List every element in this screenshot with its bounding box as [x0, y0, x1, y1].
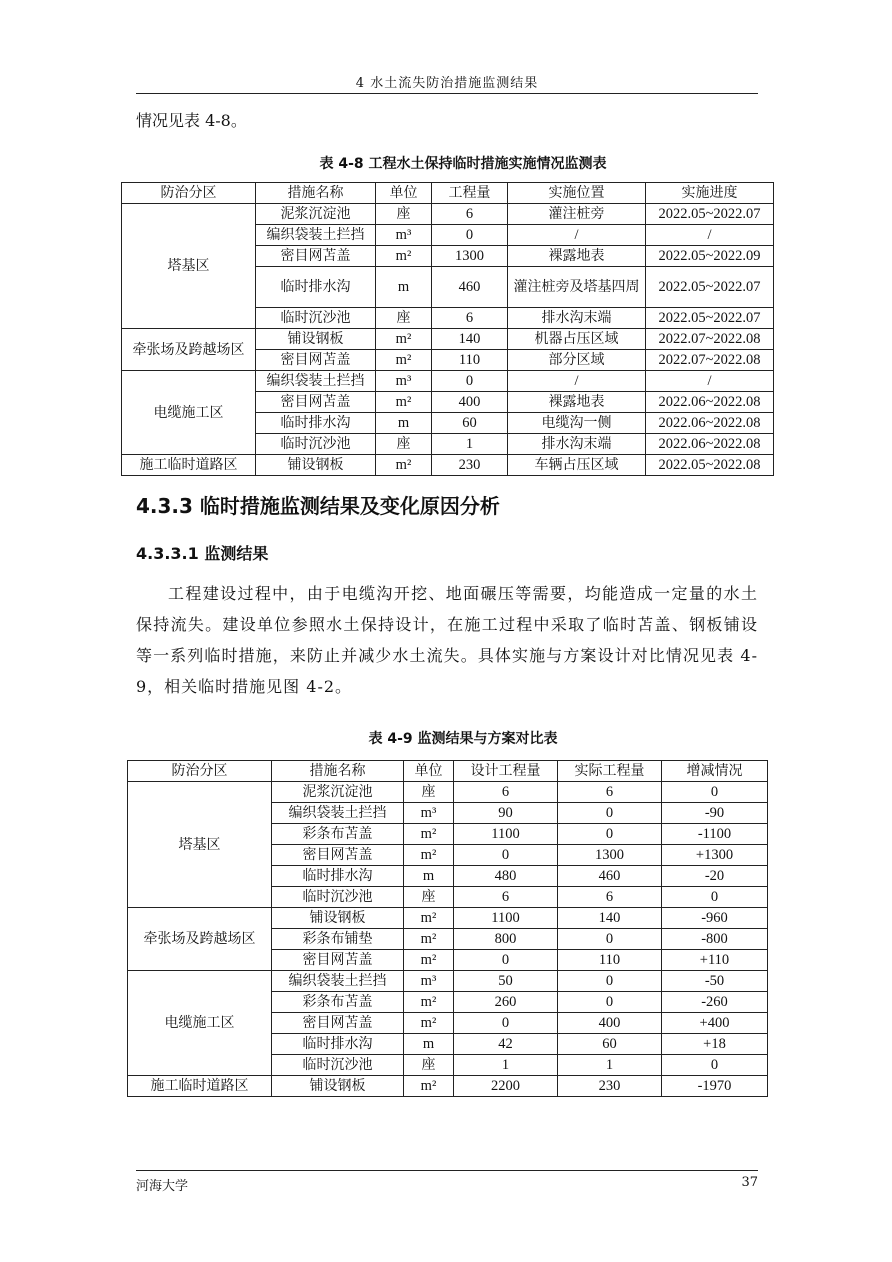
table-cell: 密目网苫盖 [256, 246, 376, 267]
table-cell: m² [376, 392, 432, 413]
table-cell: 裸露地表 [508, 246, 646, 267]
table-cell: -800 [662, 929, 768, 950]
table-cell: 临时沉沙池 [256, 434, 376, 455]
column-header: 实施位置 [508, 183, 646, 204]
table-cell: -90 [662, 803, 768, 824]
footer-rule [136, 1170, 758, 1171]
table-row [128, 1076, 768, 1097]
table-cell: 0 [432, 371, 508, 392]
column-header: 措施名称 [256, 183, 376, 204]
table-row [122, 371, 774, 392]
table-cell: 座 [404, 782, 454, 803]
header-rule [136, 93, 758, 94]
table-cell: 0 [662, 782, 768, 803]
table-cell: 1300 [432, 246, 508, 267]
table-row [128, 782, 768, 803]
table-cell: 0 [558, 803, 662, 824]
column-header: 防治分区 [128, 761, 272, 782]
table-cell: 座 [404, 887, 454, 908]
table-cell: 0 [558, 992, 662, 1013]
table-cell: 临时沉沙池 [272, 887, 404, 908]
table-header-row [122, 183, 774, 204]
table-cell: m² [404, 1076, 454, 1097]
table-4-8-caption: 表 4-8 工程水土保持临时措施实施情况监测表 [319, 156, 607, 172]
table-cell: 0 [454, 950, 558, 971]
table-row [122, 329, 774, 350]
section-heading: 4.3.3 临时措施监测结果及变化原因分析 [136, 494, 500, 518]
table-cell: 1 [558, 1055, 662, 1076]
table-cell: m³ [376, 371, 432, 392]
table-cell: +400 [662, 1013, 768, 1034]
zone-cell: 牵张场及跨越场区 [128, 908, 272, 971]
table-cell: 座 [376, 308, 432, 329]
zone-cell: 电缆施工区 [122, 371, 256, 455]
subsection-heading: 4.3.3.1 监测结果 [136, 544, 269, 563]
table-cell: 车辆占压区域 [508, 455, 646, 476]
table-cell: / [508, 225, 646, 246]
table-cell: m³ [404, 971, 454, 992]
table-cell: 2022.05~2022.07 [646, 308, 774, 329]
table-cell: 6 [432, 204, 508, 225]
table-cell: 彩条布苫盖 [272, 824, 404, 845]
table-cell: 编织袋装土拦挡 [256, 225, 376, 246]
table-row [122, 204, 774, 225]
table-4-9-caption: 表 4-9 监测结果与方案对比表 [368, 731, 558, 747]
table-cell: 裸露地表 [508, 392, 646, 413]
table-cell: 140 [558, 908, 662, 929]
table-row [128, 971, 768, 992]
intro-line: 情况见表 4-8。 [136, 111, 247, 130]
table-cell: 座 [376, 204, 432, 225]
table-cell: -260 [662, 992, 768, 1013]
table-4-9 [127, 760, 768, 1097]
zone-cell: 塔基区 [128, 782, 272, 908]
table-cell: 临时排水沟 [256, 267, 376, 308]
column-header: 措施名称 [272, 761, 404, 782]
table-cell: 6 [558, 782, 662, 803]
table-cell: -20 [662, 866, 768, 887]
table-cell: m² [404, 845, 454, 866]
table-cell: 2200 [454, 1076, 558, 1097]
body-paragraph: 工程建设过程中，由于电缆沟开挖、地面碾压等需要，均能造成一定量的水土保持流失。建设单位参照水土保持设计，在施工过程中采取了临时苫盖、钢板铺设等一系列临时措施，来防止并减少水土流失。具体实施与方案设计对比情况见表 4-9，相关临时措施见图 4-2。 [136, 584, 758, 696]
table-cell: 2022.05~2022.07 [646, 204, 774, 225]
table-cell: -1100 [662, 824, 768, 845]
table-cell: m [376, 413, 432, 434]
table-cell: 42 [454, 1034, 558, 1055]
table-cell: m² [404, 929, 454, 950]
table-header-row [128, 761, 768, 782]
table-cell: m² [376, 329, 432, 350]
table-cell: m² [376, 350, 432, 371]
table-cell: 400 [432, 392, 508, 413]
table-cell: / [646, 225, 774, 246]
table-cell: 2022.06~2022.08 [646, 392, 774, 413]
table-cell: 铺设钢板 [256, 455, 376, 476]
table-cell: 2022.05~2022.08 [646, 455, 774, 476]
table-cell: 泥浆沉淀池 [256, 204, 376, 225]
table-cell: 460 [432, 267, 508, 308]
table-cell: m² [376, 455, 432, 476]
table-cell: +1300 [662, 845, 768, 866]
table-cell: m² [404, 908, 454, 929]
table-cell: 2022.06~2022.08 [646, 413, 774, 434]
table-cell: 临时沉沙池 [272, 1055, 404, 1076]
table-cell: 6 [454, 782, 558, 803]
table-cell: 0 [662, 887, 768, 908]
table-cell: 2022.06~2022.08 [646, 434, 774, 455]
table-cell: 机器占压区域 [508, 329, 646, 350]
table-cell: 60 [432, 413, 508, 434]
table-cell: 2022.07~2022.08 [646, 350, 774, 371]
column-header: 防治分区 [122, 183, 256, 204]
table-cell: m [376, 267, 432, 308]
table-cell: 110 [558, 950, 662, 971]
table-cell: m² [376, 246, 432, 267]
zone-cell: 施工临时道路区 [122, 455, 256, 476]
table-cell: 临时沉沙池 [256, 308, 376, 329]
table-cell: 部分区域 [508, 350, 646, 371]
table-cell: 1100 [454, 908, 558, 929]
table-cell: 编织袋装土拦挡 [272, 971, 404, 992]
table-cell: 泥浆沉淀池 [272, 782, 404, 803]
table-cell: m³ [376, 225, 432, 246]
table-cell: 0 [432, 225, 508, 246]
table-cell: 密目网苫盖 [272, 950, 404, 971]
table-cell: +18 [662, 1034, 768, 1055]
table-cell: 800 [454, 929, 558, 950]
table-cell: 6 [454, 887, 558, 908]
table-cell: / [646, 371, 774, 392]
table-cell: 6 [558, 887, 662, 908]
table-cell: 铺设钢板 [256, 329, 376, 350]
table-cell: 480 [454, 866, 558, 887]
column-header: 单位 [404, 761, 454, 782]
table-cell: 临时排水沟 [272, 866, 404, 887]
column-header: 实际工程量 [558, 761, 662, 782]
column-header: 工程量 [432, 183, 508, 204]
column-header: 实施进度 [646, 183, 774, 204]
table-cell: -960 [662, 908, 768, 929]
table-cell: 2022.05~2022.07 [646, 267, 774, 308]
table-cell: m [404, 1034, 454, 1055]
table-cell: 230 [558, 1076, 662, 1097]
table-cell: / [508, 371, 646, 392]
table-cell: 1 [432, 434, 508, 455]
table-cell: m² [404, 950, 454, 971]
table-cell: 彩条布苫盖 [272, 992, 404, 1013]
zone-cell: 施工临时道路区 [128, 1076, 272, 1097]
table-cell: 230 [432, 455, 508, 476]
table-cell: m² [404, 992, 454, 1013]
footer-institution: 河海大学 [136, 1179, 189, 1194]
page-number: 37 [741, 1175, 758, 1190]
zone-cell: 电缆施工区 [128, 971, 272, 1076]
table-cell: 0 [454, 845, 558, 866]
table-cell: 密目网苫盖 [256, 392, 376, 413]
table-cell: m [404, 866, 454, 887]
table-cell: 密目网苫盖 [272, 845, 404, 866]
column-header: 设计工程量 [454, 761, 558, 782]
zone-cell: 塔基区 [122, 204, 256, 329]
table-cell: 50 [454, 971, 558, 992]
table-cell: 2022.05~2022.09 [646, 246, 774, 267]
table-cell: m² [404, 1013, 454, 1034]
table-cell: +110 [662, 950, 768, 971]
table-cell: 灌注桩旁 [508, 204, 646, 225]
running-header: 4 水土流失防治措施监测结果 [355, 76, 539, 91]
table-cell: 编织袋装土拦挡 [272, 803, 404, 824]
table-cell: 铺设钢板 [272, 1076, 404, 1097]
table-cell: 临时排水沟 [272, 1034, 404, 1055]
table-cell: 铺设钢板 [272, 908, 404, 929]
table-cell: 460 [558, 866, 662, 887]
table-cell: 排水沟末端 [508, 308, 646, 329]
table-cell: 彩条布铺垫 [272, 929, 404, 950]
table-cell: 110 [432, 350, 508, 371]
column-header: 增减情况 [662, 761, 768, 782]
table-cell: -1970 [662, 1076, 768, 1097]
table-cell: 400 [558, 1013, 662, 1034]
table-cell: 排水沟末端 [508, 434, 646, 455]
table-cell: 1 [454, 1055, 558, 1076]
table-cell: 2022.07~2022.08 [646, 329, 774, 350]
table-cell: 6 [432, 308, 508, 329]
table-cell: -50 [662, 971, 768, 992]
table-cell: 座 [376, 434, 432, 455]
table-cell: 260 [454, 992, 558, 1013]
table-cell: 临时排水沟 [256, 413, 376, 434]
column-header: 单位 [376, 183, 432, 204]
table-cell: 0 [454, 1013, 558, 1034]
table-cell: 0 [662, 1055, 768, 1076]
table-cell: 0 [558, 824, 662, 845]
table-cell: m² [404, 824, 454, 845]
zone-cell: 牵张场及跨越场区 [122, 329, 256, 371]
table-cell: 座 [404, 1055, 454, 1076]
table-row [128, 908, 768, 929]
table-cell: 0 [558, 971, 662, 992]
table-cell: 90 [454, 803, 558, 824]
table-cell: 140 [432, 329, 508, 350]
table-cell: 1300 [558, 845, 662, 866]
table-cell: 60 [558, 1034, 662, 1055]
table-row [122, 455, 774, 476]
table-cell: 编织袋装土拦挡 [256, 371, 376, 392]
table-cell: m³ [404, 803, 454, 824]
table-cell: 1100 [454, 824, 558, 845]
table-cell: 电缆沟一侧 [508, 413, 646, 434]
table-cell: 灌注桩旁及塔基四周 [508, 267, 646, 308]
table-4-8 [121, 182, 774, 476]
table-cell: 密目网苫盖 [256, 350, 376, 371]
table-cell: 0 [558, 929, 662, 950]
table-cell: 密目网苫盖 [272, 1013, 404, 1034]
